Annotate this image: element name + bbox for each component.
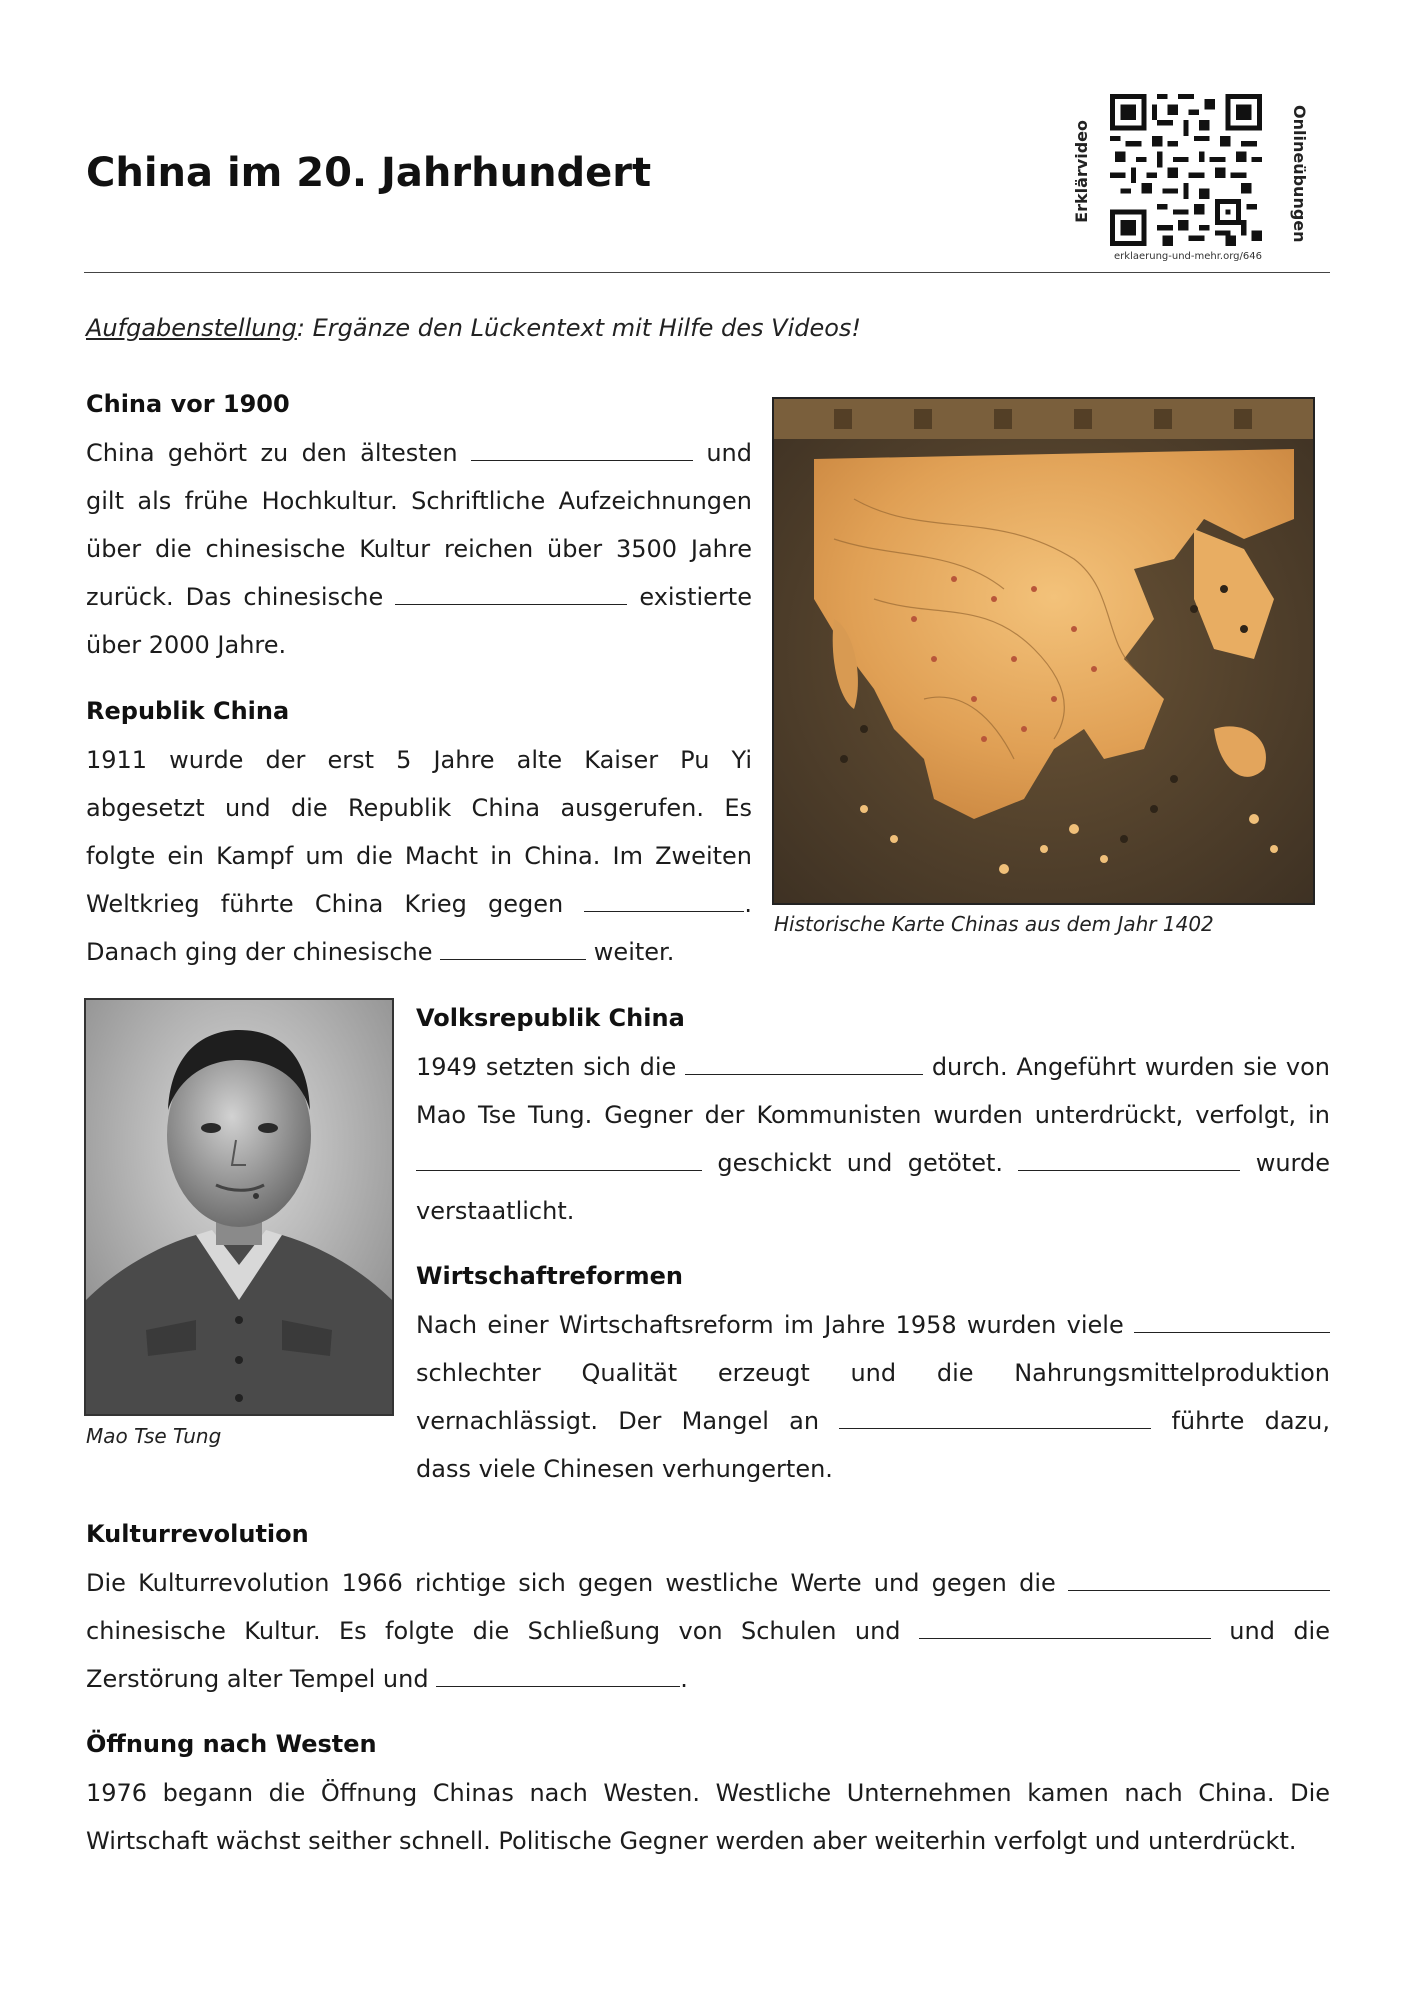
- blank-input[interactable]: [1134, 1310, 1330, 1333]
- heading-china-vor-1900: China vor 1900: [86, 390, 290, 418]
- text-republik-china: 1911 wurde der erst 5 Jahre alte Kaiser Pu Yi abgesetzt und die Republik China ausgerufen. Es folgte ein Kampf um die Macht in China. Im Zweiten Weltkrieg führte China Krieg gegen . Danach ging der chinesische weiter.: [86, 746, 752, 966]
- historical-map-image: [772, 397, 1315, 905]
- photo-caption: Mao Tse Tung: [86, 1424, 222, 1448]
- heading-volksrepublik-china: Volksrepublik China: [416, 1004, 685, 1032]
- blank-input[interactable]: [1068, 1568, 1330, 1591]
- blank-input[interactable]: [416, 1148, 702, 1171]
- blank-input[interactable]: [440, 937, 586, 960]
- portrait-photo-image: [84, 998, 394, 1416]
- blank-input[interactable]: [1018, 1148, 1240, 1171]
- text-kulturrevolution: Die Kulturrevolution 1966 richtige sich gegen westliche Werte und gegen die chinesische Kultur. Es folgte die Schließung von Schulen und und die Zerstörung alter Tempel und .: [86, 1569, 1330, 1693]
- qr-url[interactable]: erklaerung-und-mehr.org/646: [1114, 251, 1262, 262]
- qr-label-exercises: Onlineübungen: [1290, 105, 1309, 243]
- task-instruction: [86, 314, 861, 342]
- page-title: China im 20. Jahrhundert: [86, 150, 652, 196]
- blank-input[interactable]: [839, 1406, 1151, 1429]
- header-divider: [84, 272, 1330, 273]
- qr-label-video: Erklärvideo: [1072, 120, 1091, 223]
- heading-oeffnung-nach-westen: Öffnung nach Westen: [86, 1730, 377, 1758]
- task-text: : Ergänze den Lückentext mit Hilfe des Videos!: [296, 314, 862, 342]
- blank-input[interactable]: [436, 1664, 680, 1687]
- qr-code-icon[interactable]: [1110, 94, 1262, 246]
- map-caption: Historische Karte Chinas aus dem Jahr 1402: [774, 912, 1214, 936]
- heading-republik-china: Republik China: [86, 697, 290, 725]
- blank-input[interactable]: [685, 1052, 923, 1075]
- heading-kulturrevolution: Kulturrevolution: [86, 1520, 309, 1548]
- blank-input[interactable]: [395, 582, 627, 605]
- text-oeffnung-nach-westen: 1976 begann die Öffnung Chinas nach Westen. Westliche Unternehmen kamen nach China. Die Wirtschaft wächst seither schnell. Politische Gegner werden aber weiterhin verfolgt und unterdrückt.: [86, 1779, 1330, 1855]
- heading-wirtschaftreformen: Wirtschaftreformen: [416, 1262, 683, 1290]
- text-wirtschaftreformen: Nach einer Wirtschaftsreform im Jahre 1958 wurden viele schlechter Qualität erzeugt und die Nahrungsmittelproduktion vernachlässigt. Der Mangel an führte dazu, dass viele Chinesen verhungerten.: [416, 1311, 1330, 1483]
- text-china-vor-1900: China gehört zu den ältesten und gilt als frühe Hochkultur. Schriftliche Aufzeichnungen über die chinesische Kultur reichen über 3500 Jahre zurück. Das chinesische existierte über 2000 Jahre.: [86, 439, 752, 659]
- blank-input[interactable]: [471, 438, 693, 461]
- text-volksrepublik-china: 1949 setzten sich die durch. Angeführt wurden sie von Mao Tse Tung. Gegner der Kommunisten wurden unterdrückt, verfolgt, in geschickt und getötet. wurde verstaatlicht.: [416, 1053, 1330, 1225]
- task-label: Aufgabenstellung: [86, 314, 297, 342]
- blank-input[interactable]: [584, 889, 744, 912]
- blank-input[interactable]: [919, 1616, 1211, 1639]
